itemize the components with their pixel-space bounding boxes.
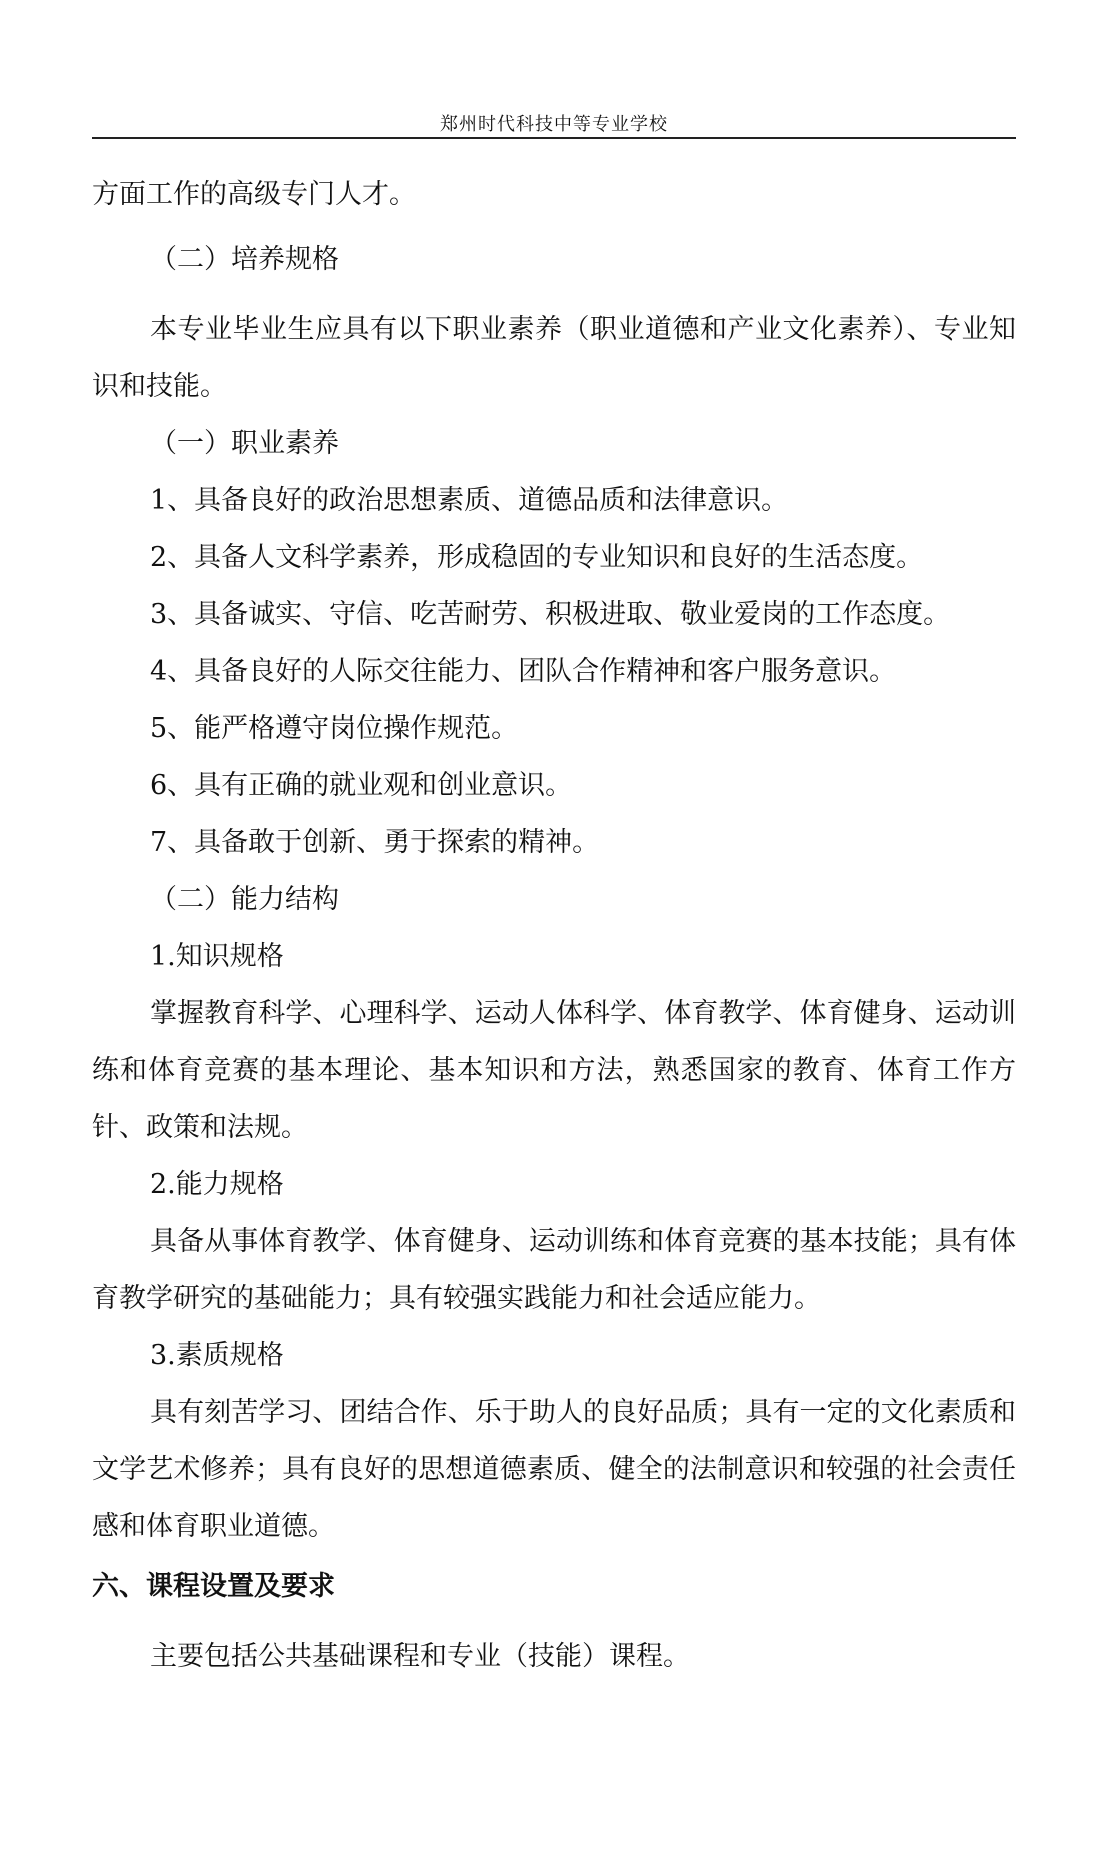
subheading-ability-specifications: 2.能力规格 — [150, 1169, 284, 1200]
document-content — [92, 166, 1016, 1685]
subheading-ability-structure: （二）能力结构 — [150, 884, 339, 915]
subheading-professional-qualities: （一）职业素养 — [150, 428, 339, 459]
list-item: 7、具备敢于创新、勇于探索的精神。 — [150, 827, 600, 858]
paragraph-graduate-requirements: 本专业毕业生应具有以下职业素养（职业道德和产业文化素养）、专业知识和技能。 — [92, 314, 1016, 402]
paragraph-knowledge-specifications: 掌握教育科学、心理科学、运动人体科学、体育教学、体育健身、运动训练和体育竞赛的基本理论、基本知识和方法，熟悉国家的教育、体育工作方针、政策和法规。 — [92, 998, 1016, 1143]
list-item: 1、具备良好的政治思想素质、道德品质和法律意识。 — [150, 485, 789, 516]
subheading-quality-specifications: 3.素质规格 — [150, 1340, 284, 1371]
paragraph-ability-specifications: 具备从事体育教学、体育健身、运动训练和体育竞赛的基本技能；具有体育教学研究的基础能力；具有较强实践能力和社会适应能力。 — [92, 1226, 1016, 1314]
header-divider — [92, 137, 1016, 139]
paragraph-continuation: 方面工作的高级专门人才。 — [92, 179, 416, 210]
subheading-training-specifications: （二）培养规格 — [150, 244, 339, 275]
list-item: 4、具备良好的人际交往能力、团队合作精神和客户服务意识。 — [150, 656, 897, 687]
list-item: 5、能严格遵守岗位操作规范。 — [150, 713, 519, 744]
list-item: 6、具有正确的就业观和创业意识。 — [150, 770, 573, 801]
paragraph-curriculum-summary: 主要包括公共基础课程和专业（技能）课程。 — [150, 1641, 690, 1672]
list-item: 3、具备诚实、守信、吃苦耐劳、积极进取、敬业爱岗的工作态度。 — [150, 599, 951, 630]
page-header-school-name: 郑州时代科技中等专业学校 — [440, 114, 668, 135]
list-item: 2、具备人文科学素养，形成稳固的专业知识和良好的生活态度。 — [150, 542, 924, 573]
professional-qualities-list — [92, 472, 1016, 871]
paragraph-quality-specifications: 具有刻苦学习、团结合作、乐于助人的良好品质；具有一定的文化素质和文学艺术修养；具有良好的思想道德素质、健全的法制意识和较强的社会责任感和体育职业道德。 — [92, 1397, 1016, 1542]
subheading-knowledge-specifications: 1.知识规格 — [150, 941, 284, 972]
section-heading-curriculum: 六、课程设置及要求 — [92, 1571, 335, 1602]
